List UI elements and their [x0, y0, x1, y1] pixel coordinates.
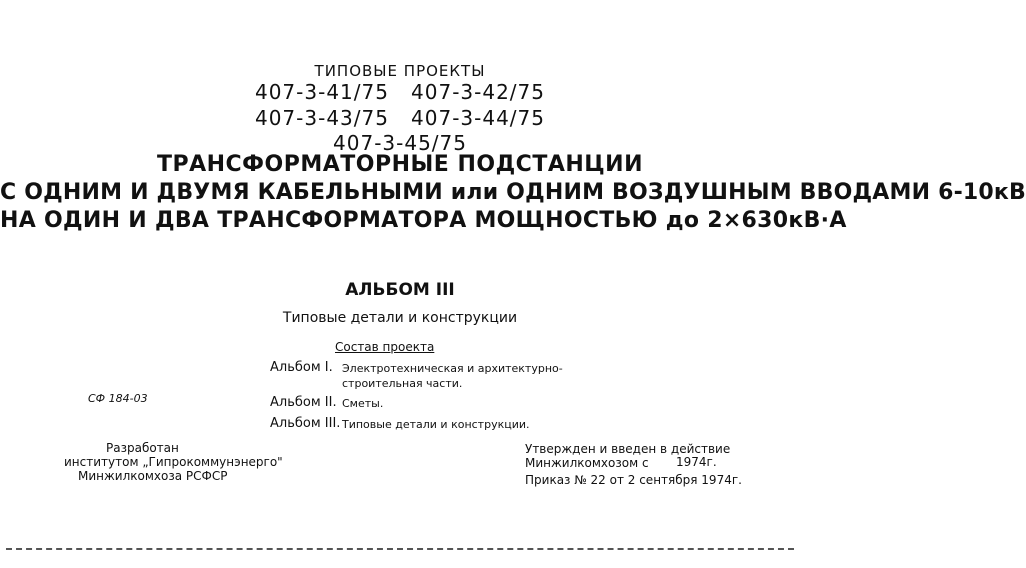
composition-item-label-2: Альбом II. — [270, 395, 337, 410]
approval-line-3: Приказ № 22 от 2 сентября 1974г. — [525, 473, 742, 487]
composition-item-text-1a: Электротехническая и архитектурно- — [342, 362, 563, 375]
developer-line-2: институтом „Гипрокоммунэнерго" — [64, 455, 283, 469]
typical-projects-heading: ТИПОВЫЕ ПРОЕКТЫ — [314, 62, 486, 80]
approval-line-2-year: 1974г. — [676, 455, 717, 469]
composition-item-label-1: Альбом I. — [270, 360, 333, 375]
approval-line-1: Утвержден и введен в действие — [525, 442, 731, 456]
composition-item-text-3: Типовые детали и конструкции. — [342, 418, 530, 431]
developer-line-1: Разработан — [106, 441, 179, 455]
project-codes-line-2: 407-3-43/75 407-3-44/75 — [254, 106, 545, 130]
approval-line-2-prefix: Минжилкомхозом с — [525, 456, 649, 470]
album-title: АЛЬБОМ III — [345, 280, 455, 300]
composition-item-text-1b: строительная части. — [342, 377, 463, 390]
page-bottom-border — [6, 548, 794, 550]
album-subtitle: Типовые детали и конструкции — [282, 310, 518, 326]
document-title-line-3: НА ОДИН И ДВА ТРАНСФОРМАТОРА МОЩНОСТЬЮ до 2×630кВ·А — [0, 208, 847, 233]
composition-item-label-3: Альбом III. — [270, 416, 341, 431]
composition-item-text-2: Сметы. — [342, 397, 384, 410]
project-codes-line-1: 407-3-41/75 407-3-42/75 — [254, 80, 545, 104]
project-codes-line-3: 407-3-45/75 — [333, 131, 467, 155]
document-title-line-2: С ОДНИМ И ДВУМЯ КАБЕЛЬНЫМИ или ОДНИМ ВОЗДУШНЫМ ВВОДАМИ 6-10кВ — [0, 180, 1026, 205]
developer-line-3: Минжилкомхоза РСФСР — [78, 469, 228, 483]
code-mark: СФ 184-03 — [88, 392, 148, 405]
composition-heading: Состав проекта — [335, 340, 435, 354]
document-title-line-1: ТРАНСФОРМАТОРНЫЕ ПОДСТАНЦИИ — [156, 152, 644, 177]
